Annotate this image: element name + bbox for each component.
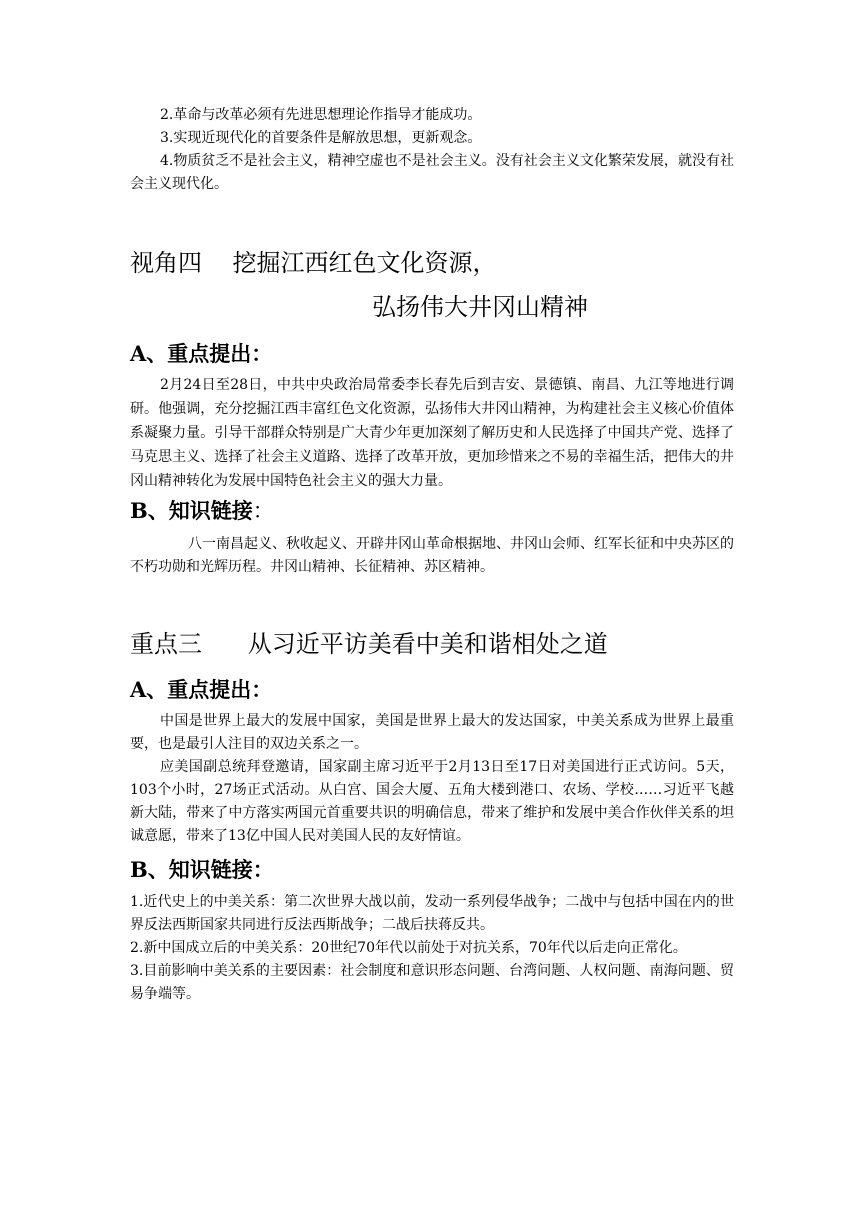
section4-b-text: 八一南昌起义、秋收起义、开辟井冈山革命根据地、井冈山会师、红军长征和中央苏区的不朽功勋和光辉历程。井冈山精神、长征精神、苏区精神。 — [130, 536, 734, 575]
section4-title-line2: 弘扬伟大井冈山精神 — [372, 293, 588, 321]
point3-b-item: 2.新中国成立后的中美关系：20世纪70年代以前处于对抗关系，70年代以后走向正常化。 — [130, 940, 687, 956]
section4-a-body — [130, 373, 734, 493]
point3-title-wrap — [130, 628, 734, 660]
point3-b-item: 3.目前影响中美关系的主要因素：社会制度和意识形态问题、台湾问题、人权问题、南海问题、贸易争端等。 — [130, 963, 734, 1002]
section4-a-text: 2月24日至28日，中共中央政治局常委李长春先后到吉安、景德镇、南昌、九江等地进行调研。他强调，充分挖掘江西丰富红色文化资源，弘扬伟大井冈山精神，为构建社会主义核心价值体系凝聚力量。引导干部群众特别是广大青少年更加深刻了解历史和人民选择了中国共产党、选择了马克思主义、选择了社会主义道路、选择了改革开放，更加珍惜来之不易的幸福生活，把伟大的井冈山精神转化为发展中国特色社会主义的强大力量。 — [130, 377, 734, 489]
point3-a-text2: 应美国副总统拜登邀请，国家副主席习近平于2月13日至17日对美国进行正式访问。5天，103个小时，27场正式活动。从白宫、国会大厦、五角大楼到港口、农场、学校……习近平飞越新大陆，带来了中方落实两国元首重要共识的明确信息，带来了维护和发展中美合作伙伴关系的坦诚意愿，带来了13亿中国人民对美国人民的友好情谊。 — [130, 759, 734, 844]
intro-item: 4.物质贫乏不是社会主义，精神空虚也不是社会主义。没有社会主义文化繁荣发展，就没有社会主义现代化。 — [130, 153, 734, 192]
section4-a — [130, 340, 734, 368]
point3-b-item: 1.近代史上的中美关系：第二次世界大战以前，发动一系列侵华战争；二战中与包括中国在内的世界反法西斯国家共同进行反法西斯战争；二战后扶蒋反共。 — [130, 894, 734, 933]
point3-a — [130, 676, 734, 704]
point3-b-list — [130, 891, 734, 1006]
section4-a-heading: A、重点提出： — [130, 341, 273, 366]
section4-b-heading — [130, 497, 734, 525]
point3-b — [130, 856, 734, 884]
point3-a-text1: 中国是世界上最大的发展中国家，美国是世界上最大的发达国家，中美关系成为世界上最重要，也是最引人注目的双边关系之一。 — [130, 713, 734, 752]
point3-b-heading: B、知识链接： — [130, 857, 274, 882]
section4-b-heading-colon: ： — [252, 499, 274, 523]
point3-a-heading: A、重点提出： — [130, 677, 273, 702]
section4-subtitle-wrap — [372, 291, 734, 323]
section4-b-heading-prefix: B、知识链接 — [130, 498, 253, 523]
point3-a-body — [130, 710, 734, 848]
intro-item: 3.实现近现代化的首要条件是解放思想，更新观念。 — [160, 130, 482, 146]
section4-b-body — [130, 533, 734, 579]
section4-title — [130, 247, 734, 279]
section4-b — [130, 497, 734, 525]
section4-title-line1: 视角四 挖掘江西红色文化资源， — [130, 249, 497, 277]
intro-list — [130, 104, 734, 196]
intro-item: 2.革命与改革必须有先进思想理论作指导才能成功。 — [160, 107, 482, 123]
point3-title: 重点三 从习近平访美看中美和谐相处之道 — [130, 630, 608, 658]
